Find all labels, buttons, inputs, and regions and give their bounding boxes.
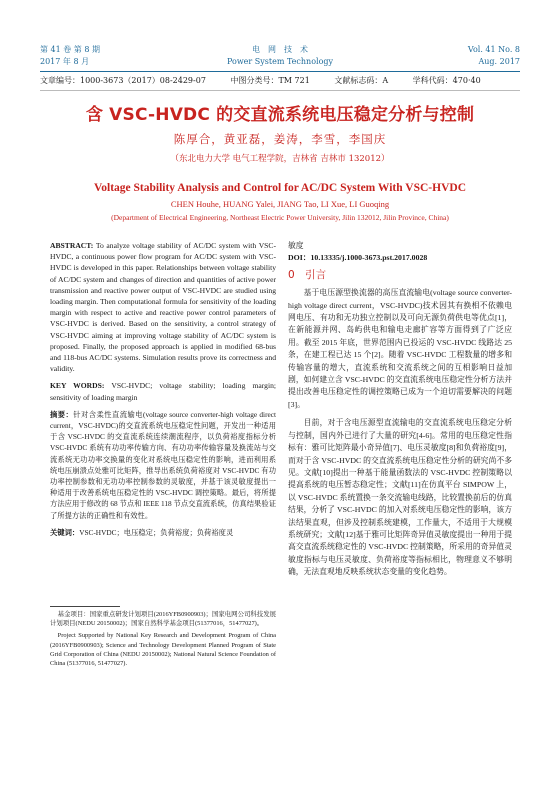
- abstract-en-text: To analyze voltage stability of AC/DC system with VSC-HVDC, a continuous power flow program for AC/DC system with VSC-HVDC is developed in this paper. Relationships between voltage stability of AC/DC system and changes of direction and quantities of active power transmission and reactive power output of VSC-HVDC are studied using loading margin. Then computational formula for sensitivity of the loading margin with respect to active and reactive power control parameters of VSC-HVDC is derived. Based on the sensitivity, a control strategy of VSC-HVDC aiming at improving voltage stability of AC/DC system is proposed. Finally, the proposed approach is applied in modified 68-bus and 118-bus AC/DC systems. Simulation results prove its correctness and validity.: [50, 241, 276, 374]
- abstract-en: [50, 240, 276, 374]
- meta-divider: [40, 90, 520, 91]
- article-number: 文章编号：1000-3673（2017）08-2429-07: [40, 76, 206, 85]
- date-cn: 2017 年 8 月: [40, 57, 90, 66]
- volume-issue-cn: 第 41 卷 第 8 期: [40, 45, 100, 54]
- abstract-cn: [50, 409, 276, 521]
- section-heading-introduction: 0 引言: [288, 268, 327, 281]
- left-column: [50, 240, 276, 544]
- intro-paragraph-2: 目前，对于含电压源型直流输电的交直流系统电压稳定分析与控制，国内外已进行了大量的研究[4-6]。常用的电压稳定性指标有：雅可比矩阵最小奇异值[7]、电压灵敏度[8]和负荷裕度[9]，而对于含 VSC-HVDC 的交直流系统电压稳定性分析的研究尚不多见。文献[10]提出一种基于能量函数法的 VSC-HVDC 控制策略以提高系统的电压暂态稳定性；文献[11]在仿真平台 SIMPOW 上，以 VSC-HVDC 系统置换一条交流输电线路，比较置换前后的仿真结果，分析了 VSC-HVDC 的加入对系统电压稳定性的影响，该方法结果直观，但涉及控制系统建模，工作量大，不适用于大规模系统研究；文献[12]基于雅可比矩阵奇异值灵敏度提出一种用于提高交直流系统稳定性的 VSC-HVDC 控制策略，所采用的奇异值灵敏度指标与电压灵敏度、负荷裕度等指标相比，物理意义不够明确，无法直观地反映系统状态变量的变化趋势。: [288, 418, 512, 577]
- paper-title-en: Voltage Stability Analysis and Control for AC/DC System With VSC-HVDC: [94, 182, 466, 194]
- journal-name-en: Power System Technology: [226, 57, 334, 66]
- article-meta: [40, 75, 520, 86]
- document-code: 文献标志码：A: [334, 76, 389, 85]
- clc-number: 中图分类号：TM 721: [230, 76, 310, 85]
- affiliation-en: (Department of Electrical Engineering, Northeast Electric Power University, Jilin 132012, Jilin Province, China): [111, 213, 449, 222]
- intro-paragraph-1: 基于电压源型换流器的高压直流输电(voltage source converter-high voltage direct current，VSC-HVDC)技术因其有换相不依赖电网电压、有功和无功独立控制以及可向无源负荷供电等优点[1]，在新能源并网、岛屿供电和输电走廊扩容等方面得到了广泛应用。截至 2015 年底，世界范围内已投运的 VSC-HVDC 线路达 25 条，在建工程已达 15 个[2]。随着 VSC-HVDC 工程数量的增多和传输容量的增大，直流系统和交流系统之间的互相影响日益加剧，如何建立含 VSC-HVDC 的交直流系统电压稳定性分析方法并提出改善电压稳定性的调控策略已成为一个迫切需要解决的问题[3]。: [288, 288, 512, 409]
- keywords-en-text: VSC-HVDC; voltage stability; loading margin; sensitivity of loading margin: [50, 381, 276, 402]
- keywords-cn-continued: 敏度: [288, 241, 304, 250]
- header-center: [40, 44, 520, 68]
- funding-footnote: [50, 610, 276, 671]
- funding-en: Project Supported by National Key Research and Development Program of China (2016YFB0900903); Science and Technology Development Planned Program of State Grid Corporation of China (NEDU 20150002); National Natural Science Foundation of China (51377016, 51477027).: [50, 632, 276, 668]
- paper-title-cn: 含 VSC-HVDC 的交直流系统电压稳定分析与控制: [85, 105, 475, 125]
- abstract-cn-text: 针对含柔性直流输电(voltage source converter-high voltage direct current，VSC-HVDC)的交直流系统电压稳定性问题，开发出一种适用于含 VSC-HVDC 的交直流系统连续潮流程序，以负荷裕度指标分析 VSC-HVDC 系统有功功率传输方向、有功功率传输容量及换流站与交流系统无功功率交换量的变化对系统电压稳定性的影响，进而利用系统电压崩溃点处雅可比矩阵，推导出系统负荷裕度对 VSC-HVDC 有功功率控制参数和无功功率控制参数的灵敏度，并基于该灵敏度提出一种适用于改善系统电压稳定性的 VSC-HVDC 调控策略。最后，将所提方法应用于修改的 68 节点和 IEEE 118 节点交直流系统，仿真结果验证了所提方法的正确性和有效性。: [50, 409, 277, 520]
- footnote-divider: [50, 606, 120, 607]
- authors-cn: 陈厚合，黄亚磊，姜涛，李雪，李国庆: [173, 132, 387, 146]
- abstract-en-label: ABSTRACT:: [50, 241, 94, 250]
- journal-name-cn: 电 网 技 术: [252, 45, 308, 54]
- doi: DOI：10.13335/j.1000-3673.pst.2017.0028: [288, 253, 428, 263]
- abstract-cn-label: 摘要：: [50, 409, 74, 419]
- subject-code: 学科代码：470·40: [412, 76, 481, 85]
- header-divider: [40, 71, 520, 72]
- volume-issue-en: Vol. 41 No. 8: [467, 45, 520, 54]
- keywords-cn-text: VSC-HVDC；电压稳定；负荷裕度；负荷裕度灵: [79, 527, 234, 537]
- affiliation-cn: （东北电力大学 电气工程学院，吉林省 吉林市 132012）: [170, 154, 390, 164]
- authors-en: CHEN Houhe, HUANG Yalei, JIANG Tao, LI Xue, LI Guoqing: [170, 199, 390, 209]
- keywords-cn: [50, 527, 276, 538]
- keywords-cn-label: 关键词：: [50, 527, 80, 537]
- right-column: [288, 240, 512, 585]
- header-right: [468, 44, 520, 68]
- keywords-en-label: KEY WORDS:: [50, 381, 105, 391]
- keywords-en: [50, 380, 276, 402]
- date-en: Aug. 2017: [478, 57, 520, 66]
- running-header: [40, 44, 520, 72]
- funding-cn: 基金项目：国家重点研发计划项目(2016YFB0900903)；国家电网公司科技发展计划项目(NEDU 20150002)；国家自然科学基金项目(51377016，51477027)。: [50, 611, 276, 628]
